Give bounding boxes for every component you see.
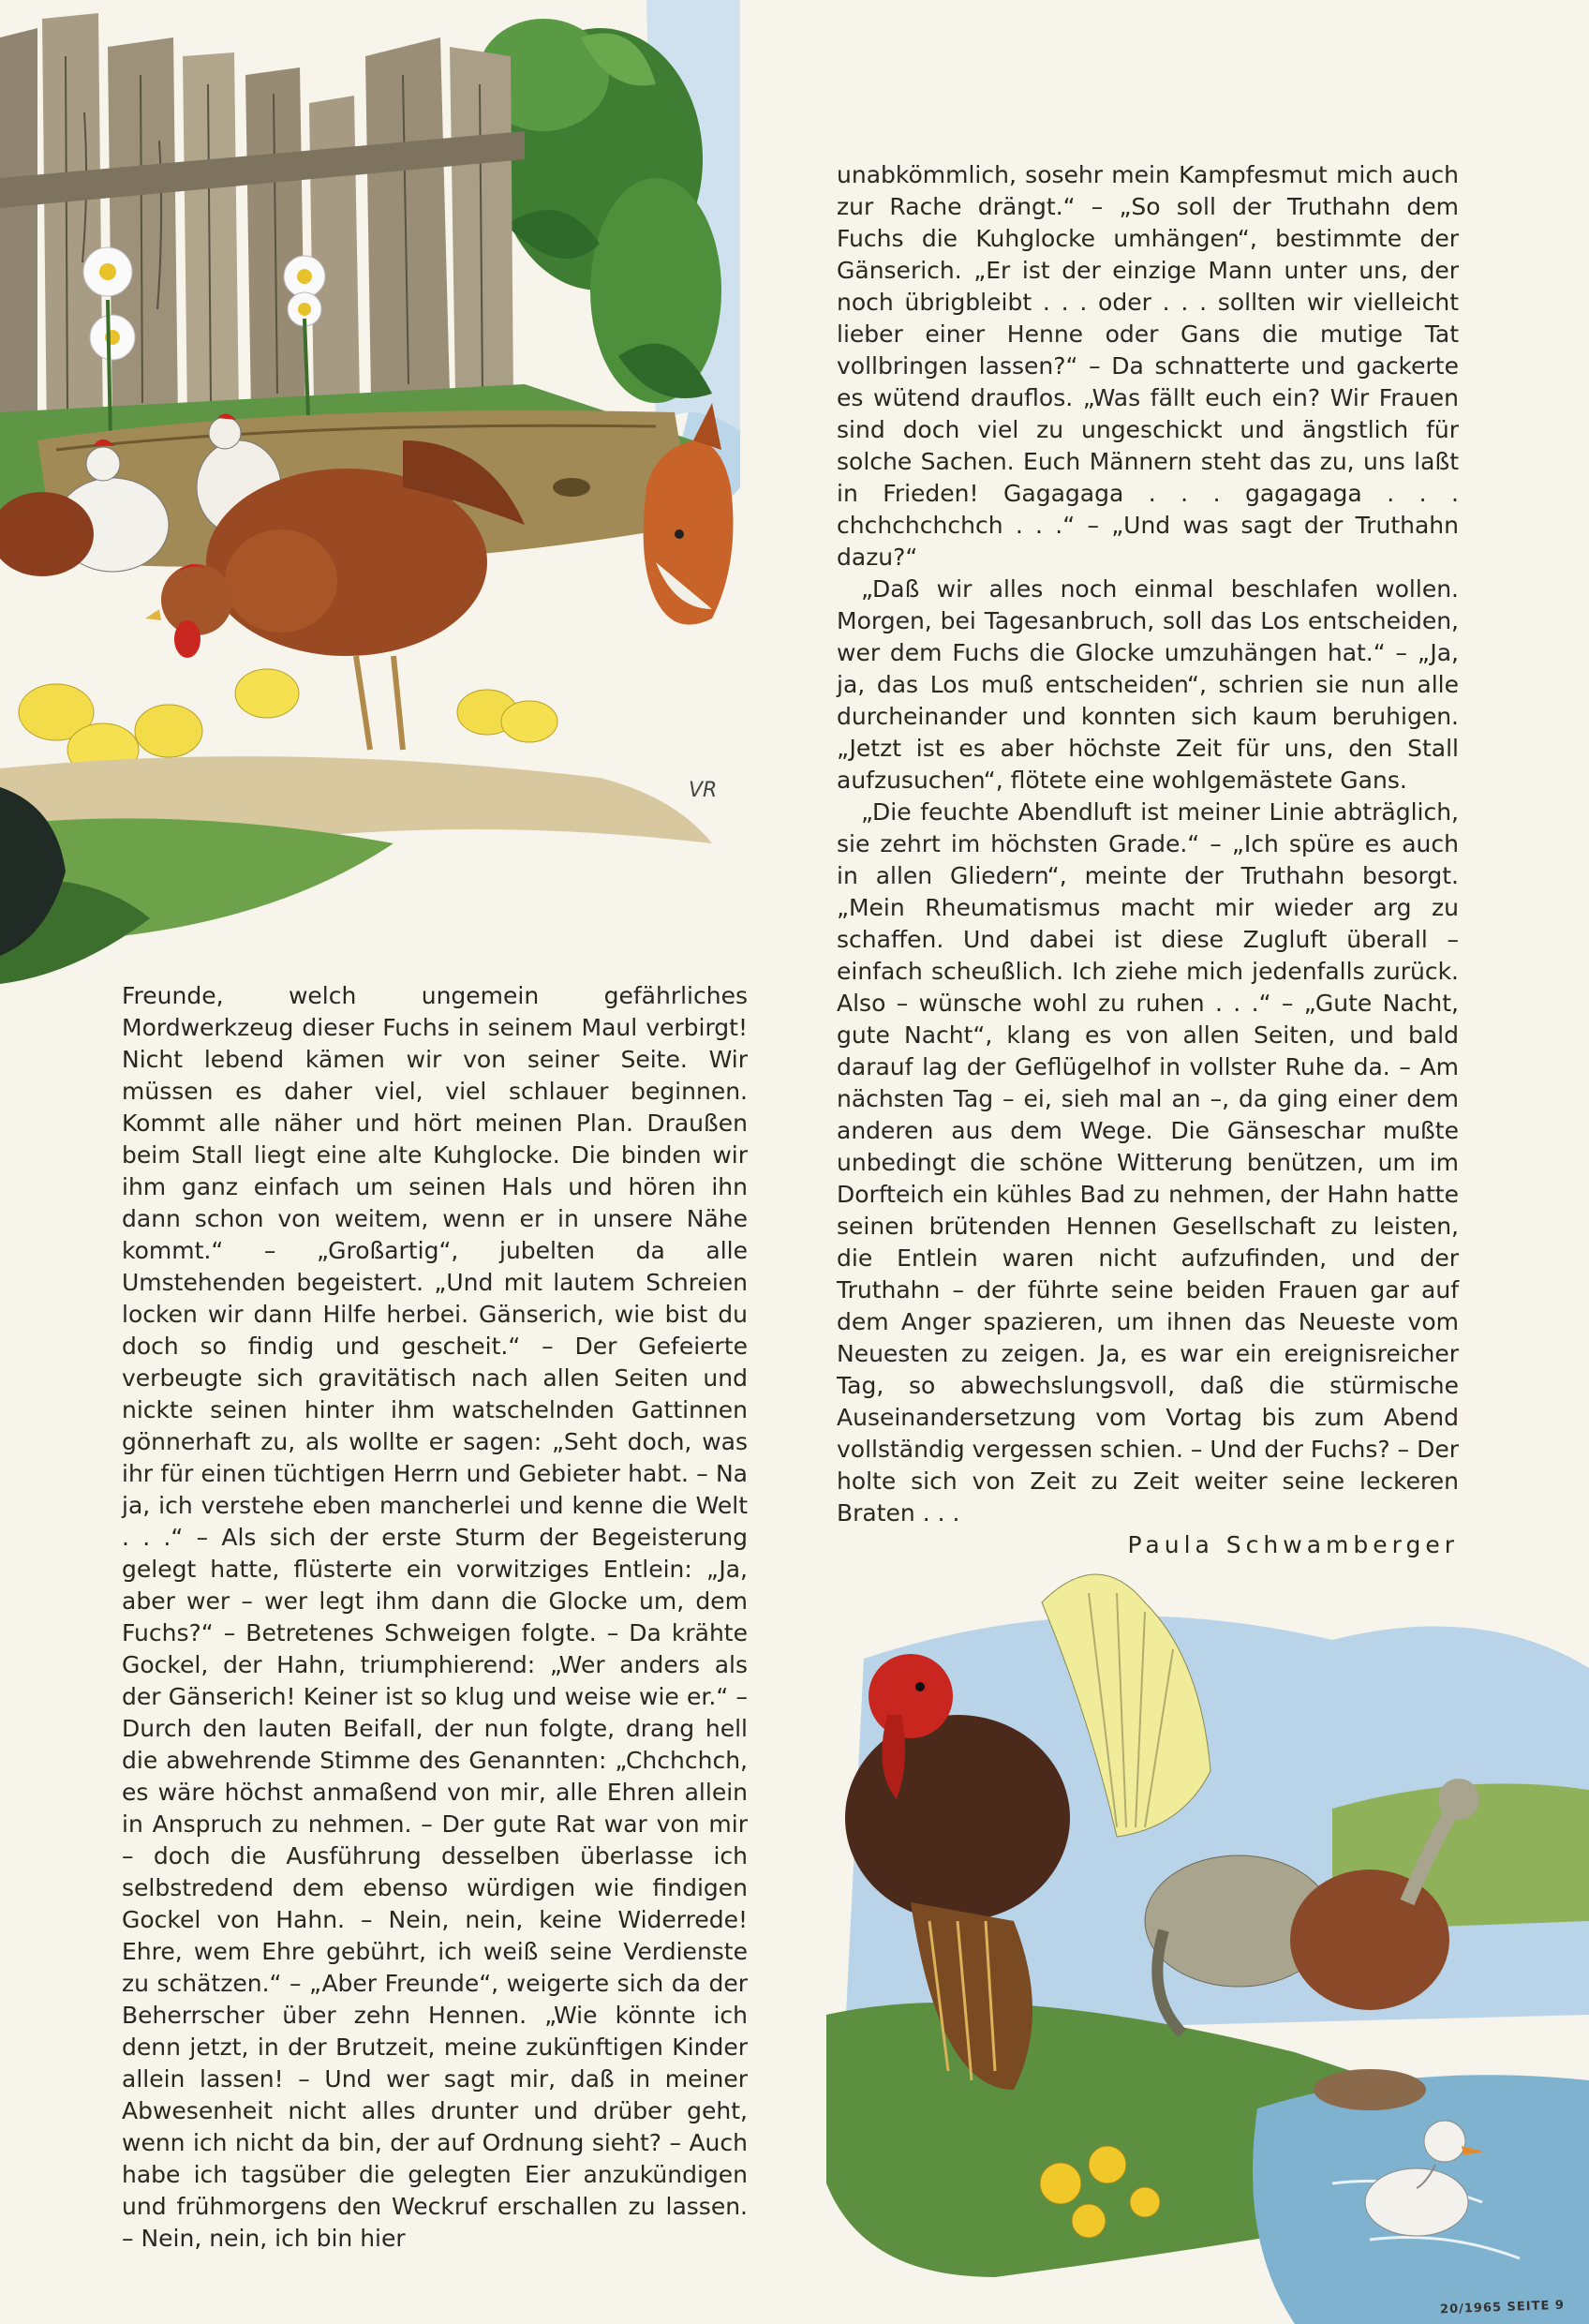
page-folio: 20/1965 SEITE 9 <box>1439 2298 1566 2317</box>
paragraph-text: „Die feuchte Abendluft ist meiner Linie abträglich, sie zehrt im höchsten Grade.“ – „Ich spüre es auch in allen Gliedern“, meinte der Truthahn besorgt. „Mein Rheumatismus macht mir wieder arg zu schaffen. Und dabei ist diese Zugluft überall – einfach scheußlich. Ich ziehe mich jedenfalls zurück. Also – wünsche wohl zu ruhen . . .“ – „Gute Nacht, gute Nacht“, klang es von allen Seiten, und bald darauf lag der Geflügelhof in vollster Ruhe da. – Am nächsten Tag – ei, sieh mal an –, da ging einer dem anderen aus dem Wege. Die Gänseschar mußte unbedingt die schöne Witterung benützen, um im Dorfteich ein kühles Bad zu nehmen, der Hahn hatte seinen brütenden Hennen Gesellschaft zu leisten, die Entlein waren nicht aufzufinden, und der Truthahn – der führte seine beiden Frauen gar auf dem Anger spazieren, um ihnen das Neueste vom Neuesten zu zeigen. Ja, es war ein ereignisreicher Tag, so abwechslungsvoll, daß die stürmische Auseinandersetzung vom Vortag bis zum Abend vollständig vergessen schien. – Und der Fuchs? – Der holte sich von Zeit zu Zeit weiter seine leckeren Braten . . . <box>837 798 1459 1527</box>
wooden-fence <box>0 13 525 440</box>
paragraph: unabkömmlich, sosehr mein Kampfesmut mich auch zur Rache drängt.“ – „So soll der Truthahn dem Fuchs die Kuhglocke umhängen“, bestimmte der Gänserich. „Er ist der einzige Mann unter uns, der noch übrigbleibt . . . oder . . . sollten wir vielleicht lieber einer Henne oder Gans die mutige Tat vollbringen lassen?“ – Da schnatterte und gackerte es wütend drauflos. „Was fällt euch ein? Wir Frauen sind doch viel zu ungeschickt und ängstlich für solche Sachen. Euch Männern steht das zu, uns laßt in Frieden! Gagagaga . . . gagagaga . . . chchchchchch . . .“ – „Und was sagt der Truthahn dazu?“ <box>837 161 1459 571</box>
illustration-fence-hens-fox <box>0 0 740 993</box>
illustration-turkeys-duck-pond <box>808 1527 1589 2324</box>
paragraph: „Daß wir alles noch einmal beschlafen wollen. Morgen, bei Tagesanbruch, soll das Los entscheiden, wer dem Fuchs die Glocke umzuhängen hat.“ – „Ja, ja, das Los muß entscheiden“, schrien sie nun alle durcheinander und konnten sich kaum beruhigen. „Jetzt ist es aber höchste Zeit für uns, den Stall aufzusuchen“, flötete eine wohlgemästete Gans. <box>837 575 1459 794</box>
paragraph <box>837 797 1459 1529</box>
illustration-fence-hens-fox-svg <box>0 0 740 993</box>
article-column-left <box>122 980 748 2255</box>
article-column-right <box>837 159 1459 1561</box>
author-name: Paula Schwamberger <box>1127 1531 1459 1558</box>
paragraph: Freunde, welch ungemein gefährliches Mordwerkzeug dieser Fuchs in seinem Maul verbirgt! Nicht lebend kämen wir von seiner Seite. Wir müssen es daher viel, viel schlauer beginnen. Kommt alle näher und hört meinen Plan. Draußen beim Stall liegt eine alte Kuhglocke. Die binden wir ihm ganz einfach um seinen Hals und hören ihn dann schon von weitem, wenn er in unsere Nähe kommt.“ – „Großartig“, jubelten da alle Umstehenden begeistert. „Und mit lautem Schreien locken wir dann Hilfe herbei. Gänserich, wie bist du doch so findig und gescheit.“ – Der Gefeierte verbeugte sich gravitätisch nach allen Seiten und nickte seinen hinter ihm watschelnden Gattinnen gönnerhaft zu, als wollte er sagen: „Seht doch, was ihr für einen tüchtigen Herrn und Gebieter habt. – Na ja, ich verstehe eben mancherlei und kenne die Welt . . .“ – Als sich der erste Sturm der Begeisterung gelegt hatte, flüsterte ein vorwitziges Entlein: „Ja, aber wer – wer legt ihm dann die Glocke um, dem Fuchs?“ – Betretenes Schweigen folgte. – Da krähte Gockel, der Hahn, triumphierend: „Wer anders als der Gänserich! Keiner ist so klug und weise wie er.“ – Durch den lauten Beifall, der nun folgte, drang hell die abwehrende Stimme des Genannten: „Chchchch, es wäre höchst anmaßend von mir, alle Ehren allein in Anspruch zu nehmen. – Der gute Rat war von mir – doch die Ausführung desselben überlasse ich selbstredend dem ebenso würdigen wie findigen Gockel von Hahn. – Nein, nein, keine Widerrede! Ehre, wem Ehre gebührt, ich weiß seine Verdienste zu schätzen.“ – „Aber Freunde“, weigerte sich da der Beherrscher über zehn Hennen. „Wie könnte ich denn jetzt, in der Brutzeit, meine zukünftigen Kinder allein lassen! – Und wer sagt mir, daß in meiner Abwesenheit nicht alles drunter und drüber geht, wenn ich nicht da bin, der auf Ordnung sieht? – Auch habe ich tagsüber die gelegten Eier anzukündigen und frühmorgens den Weckruf erschallen zu lassen. – Nein, nein, ich bin hier <box>122 982 748 2252</box>
rocks <box>1314 2069 1426 2110</box>
author-line <box>837 1529 1459 1561</box>
illustration-turkeys-duck-pond-svg <box>808 1527 1589 2324</box>
illustrator-signature: VR <box>689 779 718 802</box>
